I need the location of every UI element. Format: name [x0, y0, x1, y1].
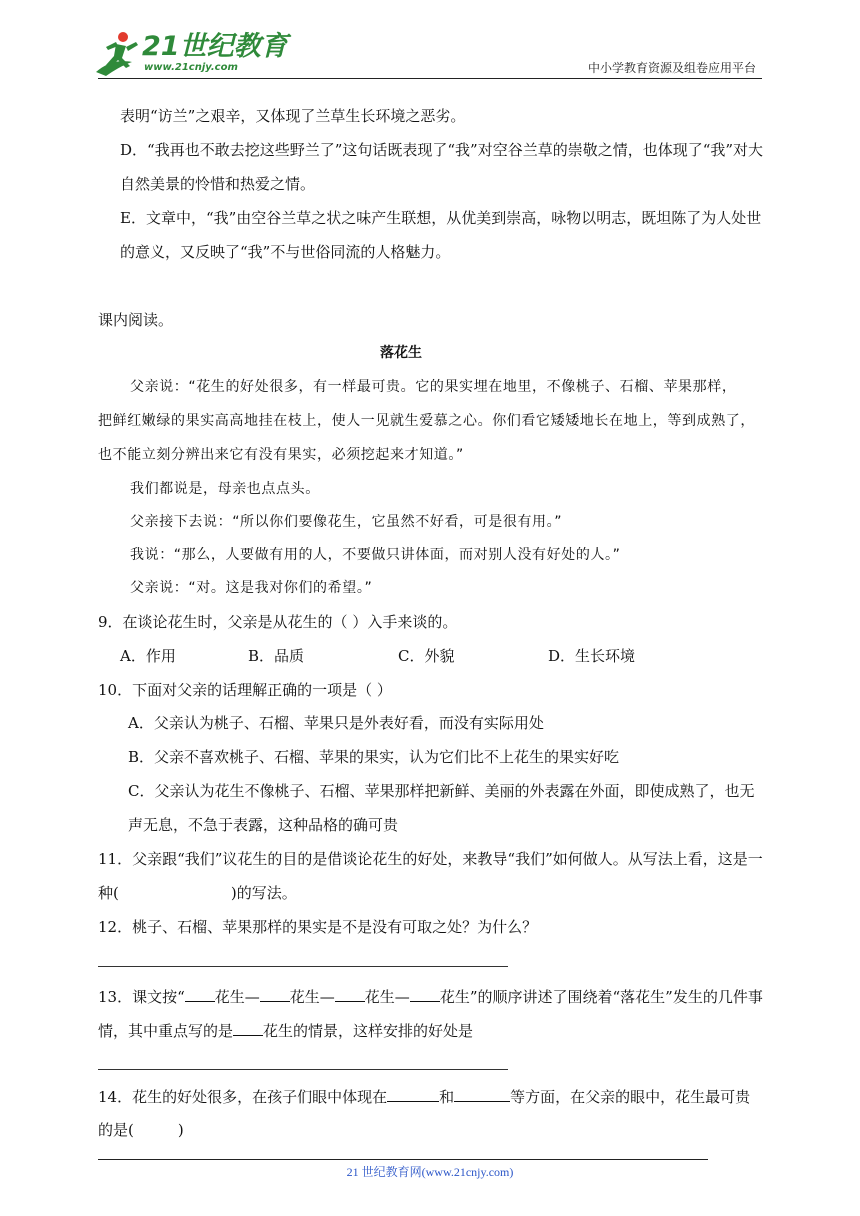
question-14-text-c: 等方面，在父亲的眼中，花生最可贵	[510, 1088, 751, 1106]
question-13-text-b: 花生—	[214, 988, 260, 1006]
question-14-text-b: 和	[439, 1088, 455, 1106]
passage-paragraph-1: 父亲说：“花生的好处很多，有一样最可贵。它的果实埋在地里，不像桃子、石榴、苹果那样，	[130, 379, 737, 395]
prev-option-text: 表明“访兰”之艰辛，又体现了兰草生长环境之恶劣。	[120, 107, 466, 125]
question-11-text-b: )的写法。	[230, 884, 297, 902]
question-13-text-e: 花生”的顺序讲述了围绕着“落花生”发生的几件事	[439, 988, 763, 1006]
question-13-text-f: 情，其中重点写的是	[98, 1022, 234, 1040]
question-14-blank-1[interactable]	[387, 1086, 439, 1102]
section-heading: 课内阅读。	[98, 311, 174, 329]
question-9-option-c[interactable]: C．外貌	[398, 647, 455, 665]
question-13-blank-3[interactable]	[335, 986, 365, 1002]
question-13-blank-2[interactable]	[260, 986, 290, 1002]
question-10-option-c-cont: 声无息，不急于表露，这种品格的确可贵	[128, 816, 399, 834]
site-logo[interactable]	[92, 28, 288, 80]
platform-name: 中小学教育资源及组卷应用平台	[587, 61, 756, 75]
passage-paragraph-2: 我们都说是，母亲也点点头。	[130, 481, 320, 497]
question-14-text-d: 的是(	[98, 1121, 134, 1139]
question-14-stem-cont	[98, 1120, 184, 1140]
question-10-option-a[interactable]: A．父亲认为桃子、石榴、苹果只是外表好看，而没有实际用处	[128, 714, 544, 732]
question-9-option-a[interactable]: A．作用	[120, 647, 176, 665]
prev-option-d: D．“我再也不敢去挖这些野兰了”这句话既表现了“我”对空谷兰草的崇敬之情，也体现了“我”对大	[120, 141, 764, 159]
question-10-option-b[interactable]: B．父亲不喜欢桃子、石榴、苹果的果实，认为它们比不上花生的果实好吃	[128, 748, 620, 766]
question-14-text-a: 14．花生的好处很多，在孩子们眼中体现在	[98, 1088, 388, 1106]
question-13-answer-line[interactable]	[98, 1069, 508, 1070]
question-13-stem	[98, 986, 763, 1007]
question-11-text-a: 种(	[98, 884, 119, 902]
question-11-stem: 11．父亲跟“我们”议花生的目的是借谈论花生的好处，来教导“我们”如何做人。从写法上看，这是一	[98, 850, 763, 868]
question-13-text-a: 13．课文按“	[98, 988, 185, 1006]
question-9-option-b[interactable]: B．品质	[248, 647, 305, 665]
logo-url-text: www.21cnjy.com	[144, 62, 238, 73]
question-13-text-c: 花生—	[289, 988, 335, 1006]
prev-option-d-cont: 自然美景的怜惜和热爱之情。	[120, 175, 316, 193]
footer-divider	[98, 1159, 708, 1160]
prev-option-e: E．文章中，“我”由空谷兰草之状之味产生联想，从优美到崇高，咏物以明志，既坦陈了为人处世	[120, 209, 762, 227]
logo-brand-text: 21世纪教育	[142, 31, 288, 62]
passage-paragraph-5: 父亲说：“对。这是我对你们的希望。”	[130, 580, 373, 596]
question-14-stem	[98, 1086, 750, 1107]
passage-paragraph-1-line-2: 把鲜红嫩绿的果实高高地挂在枝上，使人一见就生爱慕之心。你们看它矮矮地长在地上，等到成熟了，	[98, 413, 755, 429]
passage-title: 落花生	[380, 345, 422, 361]
question-13-blank-5[interactable]	[233, 1020, 263, 1036]
question-14-text-e: )	[177, 1121, 184, 1139]
prev-option-e-cont: 的意义，又反映了“我”不与世俗同流的人格魅力。	[120, 243, 451, 261]
passage-paragraph-1-line-3: 也不能立刻分辨出来它有没有果实，必须挖起来才知道。”	[98, 447, 464, 463]
question-9-stem: 9．在谈论花生时，父亲是从花生的（ ）入手来谈的。	[98, 613, 458, 631]
question-13-blank-4[interactable]	[410, 986, 440, 1002]
question-9-option-d[interactable]: D．生长环境	[548, 647, 636, 665]
question-13-text-g: 花生的情景，这样安排的好处是	[263, 1022, 474, 1040]
runner-logo-icon	[92, 28, 148, 80]
question-13-stem-cont	[98, 1020, 473, 1041]
question-14-blank-2[interactable]	[454, 1086, 510, 1102]
page-header	[0, 0, 860, 86]
question-10-stem: 10．下面对父亲的话理解正确的一项是（ ）	[98, 681, 392, 699]
question-13-text-d: 花生—	[364, 988, 410, 1006]
question-11-stem-cont	[98, 883, 297, 903]
question-10-option-c[interactable]: C．父亲认为花生不像桃子、石榴、苹果那样把新鲜、美丽的外表露在外面，即使成熟了，也无	[128, 782, 755, 800]
passage-paragraph-3: 父亲接下去说：“所以你们要像花生，它虽然不好看，可是很有用。”	[130, 514, 563, 530]
passage-paragraph-4: 我说：“那么，人要做有用的人，不要做只讲体面，而对别人没有好处的人。”	[130, 547, 621, 563]
question-12-stem: 12．桃子、石榴、苹果那样的果实是不是没有可取之处？为什么？	[98, 918, 538, 936]
question-13-blank-1[interactable]	[185, 986, 215, 1002]
footer-link[interactable]: 21 世纪教育网(www.21cnjy.com)	[346, 1165, 514, 1179]
header-divider	[98, 78, 762, 79]
question-12-answer-line[interactable]	[98, 966, 508, 967]
